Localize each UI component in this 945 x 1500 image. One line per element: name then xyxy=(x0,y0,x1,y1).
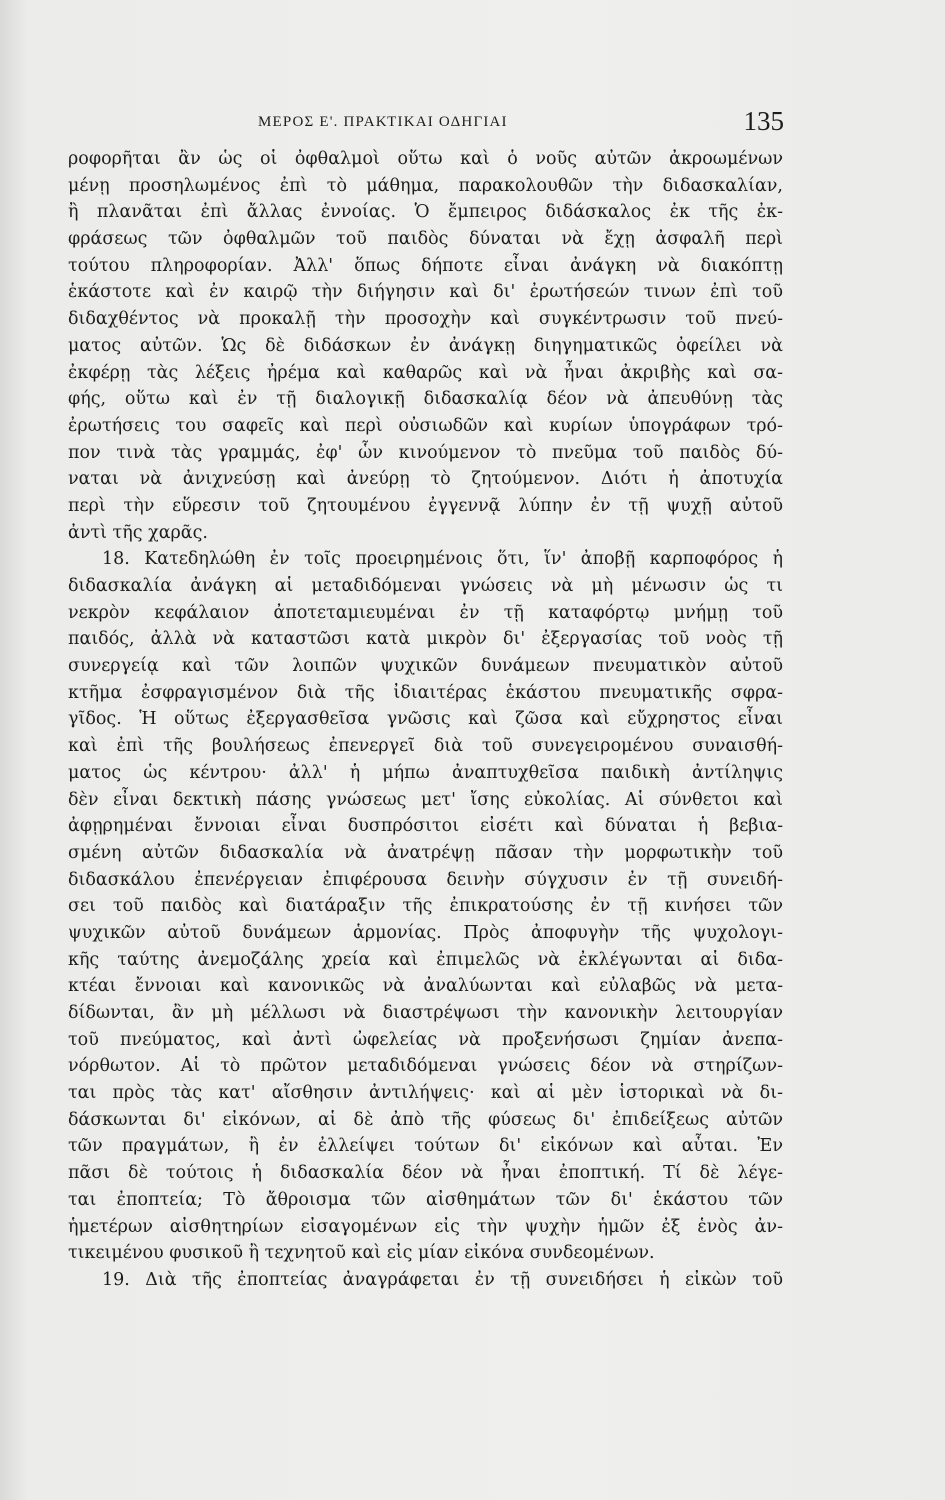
page-number: 135 xyxy=(743,106,784,136)
paragraph-19-first-line: 19. Διὰ τῆς ἐποπτείας ἀναγράφεται ἐν τῇ συνειδήσει ἡ εἰκὼν τοῦ xyxy=(102,1269,783,1290)
text-line: κτέαι ἔννοιαι καὶ κανονικῶς νὰ ἀναλύωνται καὶ εὐλαβῶς νὰ μετα- xyxy=(68,976,783,997)
text-line: διδαχθέντος νὰ προκαλῇ τὴν προσοχὴν καὶ συγκέντρωσιν τοῦ πνεύ- xyxy=(68,309,783,330)
text-line: παιδός, ἀλλὰ νὰ καταστῶσι κατὰ μικρὸν δι' ἐξεργασίας τοῦ νοὸς τῇ xyxy=(68,629,783,650)
page-header xyxy=(258,106,788,136)
text-line: ματος ὡς κέντρου· ἀλλ' ἡ μήπω ἀναπτυχθεῖσα παιδικὴ ἀντίληψις xyxy=(68,762,783,783)
text-line: τοῦ πνεύματος, καὶ ἀντὶ ὠφελείας νὰ προξενήσωσι ζημίαν ἀνεπα- xyxy=(68,1029,783,1050)
text-line: δίδωνται, ἂν μὴ μέλλωσι νὰ διαστρέψωσι τὴν κανονικὴν λειτουργίαν xyxy=(68,1003,783,1023)
text-line: δὲν εἶναι δεκτικὴ πάσης γνώσεως μετ' ἴσης εὐκολίας. Αἱ σύνθετοι καὶ xyxy=(68,789,783,810)
text-line: ται ἐποπτεία; Τὸ ἄθροισμα τῶν αἰσθημάτων τῶν δι' ἑκάστου τῶν xyxy=(68,1189,783,1210)
text-line: ἢ πλανᾶται ἐπὶ ἄλλας ἐννοίας. Ὁ ἔμπειρος διδάσκαλος ἐκ τῆς ἐκ- xyxy=(68,202,783,223)
text-line: πον τινὰ τὰς γραμμάς, ἐφ' ὧν κινούμενον τὸ πνεῦμα τοῦ παιδὸς δύ- xyxy=(68,442,783,463)
text-line: νόρθωτον. Αἱ τὸ πρῶτον μεταδιδόμεναι γνώσεις δέον νὰ στηρίζων- xyxy=(68,1056,783,1077)
text-line: διδασκάλου ἐπενέργειαν ἐπιφέρουσα δεινὴν σύγχυσιν ἐν τῇ συνειδή- xyxy=(68,869,783,890)
text-line: καὶ ἐπὶ τῆς βουλήσεως ἐπενεργεῖ διὰ τοῦ συνεγειρομένου συναισθή- xyxy=(68,736,783,757)
text-line: κτῆμα ἐσφραγισμένον διὰ τῆς ἰδιαιτέρας ἑκάστου πνευματικῆς σφρα- xyxy=(68,682,783,703)
text-line: συνεργείᾳ καὶ τῶν λοιπῶν ψυχικῶν δυνάμεων πνευματικὸν αὐτοῦ xyxy=(68,656,783,677)
text-line: τούτου πληροφορίαν. Ἀλλ' ὅπως δήποτε εἶναι ἀνάγκη νὰ διακόπτῃ xyxy=(68,255,783,276)
text-line: μένῃ προσηλωμένος ἐπὶ τὸ μάθημα, παρακολουθῶν τὴν διδασκαλίαν, xyxy=(68,175,783,196)
text-line: ἀφῃρημέναι ἔννοιαι εἶναι δυσπρόσιτοι εἰσέτι καὶ δύναται ἡ βεβια- xyxy=(68,816,783,837)
text-line: φής, οὕτω καὶ ἐν τῇ διαλογικῇ διδασκαλίᾳ δέον νὰ ἀπευθύνῃ τὰς xyxy=(68,389,783,410)
text-line: ἐρωτήσεις του σαφεῖς καὶ περὶ οὐσιωδῶν καὶ κυρίων ὑπογράφων τρό- xyxy=(68,415,783,436)
paragraph-end-line: τικειμένου φυσικοῦ ἢ τεχνητοῦ καὶ εἰς μίαν εἰκόνα συνδεομένων. xyxy=(68,1243,655,1264)
text-line: περὶ τὴν εὕρεσιν τοῦ ζητουμένου ἐγγεννᾷ λύπην ἐν τῇ ψυχῇ αὐτοῦ xyxy=(68,495,783,516)
paragraph-end-line: ἀντὶ τῆς χαρᾶς. xyxy=(68,522,208,543)
body-text xyxy=(68,146,783,1294)
paragraph-18-first-line: 18. Κατεδηλώθη ἐν τοῖς προειρημένοις ὅτι, ἵν' ἀποβῇ καρποφόρος ἡ xyxy=(102,549,783,570)
text-line: κῆς ταύτης ἀνεμοζάλης χρεία καὶ ἐπιμελῶς νὰ ἐκλέγωνται αἱ διδα- xyxy=(68,949,783,970)
text-line: ναται νὰ ἀνιχνεύσῃ καὶ ἀνεύρῃ τὸ ζητούμενον. Διότι ἡ ἀποτυχία xyxy=(68,469,783,490)
text-line: δάσκωνται δι' εἰκόνων, αἱ δὲ ἀπὸ τῆς φύσεως δι' ἐπιδείξεως αὐτῶν xyxy=(68,1109,783,1130)
text-line: σει τοῦ παιδὸς καὶ διατάραξιν τῆς ἐπικρατούσης ἐν τῇ κινήσει τῶν xyxy=(68,896,783,917)
text-line: γῖδος. Ἡ οὕτως ἐξεργασθεῖσα γνῶσις καὶ ζῶσα καὶ εὔχρηστος εἶναι xyxy=(68,709,783,730)
text-line: ματος αὐτῶν. Ὡς δὲ διδάσκων ἐν ἀνάγκῃ διηγηματικῶς ὀφείλει νὰ xyxy=(68,335,783,356)
text-line: πᾶσι δὲ τούτοις ἡ διδασκαλία δέον νὰ ἦναι ἐποπτική. Τί δὲ λέγε- xyxy=(68,1163,783,1184)
text-line: ψυχικῶν αὐτοῦ δυνάμεων ἁρμονίας. Πρὸς ἀποφυγὴν τῆς ψυχολογι- xyxy=(68,922,783,943)
text-line: τῶν πραγμάτων, ἢ ἐν ἐλλείψει τούτων δι' εἰκόνων καὶ αὗται. Ἐν xyxy=(68,1136,783,1157)
text-line: φράσεως τῶν ὀφθαλμῶν τοῦ παιδὸς δύναται νὰ ἔχῃ ἀσφαλῆ περὶ xyxy=(68,229,783,250)
text-line: νεκρὸν κεφάλαιον ἀποτεταμιευμέναι ἐν τῇ καταφόρτῳ μνήμῃ τοῦ xyxy=(68,602,783,623)
text-line: ἐκφέρῃ τὰς λέξεις ἠρέμα καὶ καθαρῶς καὶ νὰ ἦναι ἀκριβὴς καὶ σα- xyxy=(68,362,783,383)
text-line: ἑκάστοτε καὶ ἐν καιρῷ τὴν διήγησιν καὶ δι' ἐρωτήσεών τινων ἐπὶ τοῦ xyxy=(68,282,783,303)
text-line: σμένη αὐτῶν διδασκαλία νὰ ἀνατρέψῃ πᾶσαν τὴν μορφωτικὴν τοῦ xyxy=(68,842,783,863)
running-head: ΜΕΡΟΣ Ε'. ΠΡΑΚΤΙΚΑΙ ΟΔΗΓΙΑΙ xyxy=(258,114,508,130)
text-line: ἡμετέρων αἰσθητηρίων εἰσαγομένων εἰς τὴν ψυχὴν ἡμῶν ἐξ ἑνὸς ἀν- xyxy=(68,1216,783,1237)
text-line: ροφορῆται ἂν ὡς οἱ ὀφθαλμοὶ οὕτω καὶ ὁ νοῦς αὐτῶν ἀκροωμένων xyxy=(68,149,783,169)
text-line: ται πρὸς τὰς κατ' αἴσθησιν ἀντιλήψεις· καὶ αἱ μὲν ἱστορικαὶ νὰ δι- xyxy=(68,1083,783,1104)
text-line: διδασκαλία ἀνάγκη αἱ μεταδιδόμεναι γνώσεις νὰ μὴ μένωσιν ὡς τι xyxy=(68,576,783,596)
